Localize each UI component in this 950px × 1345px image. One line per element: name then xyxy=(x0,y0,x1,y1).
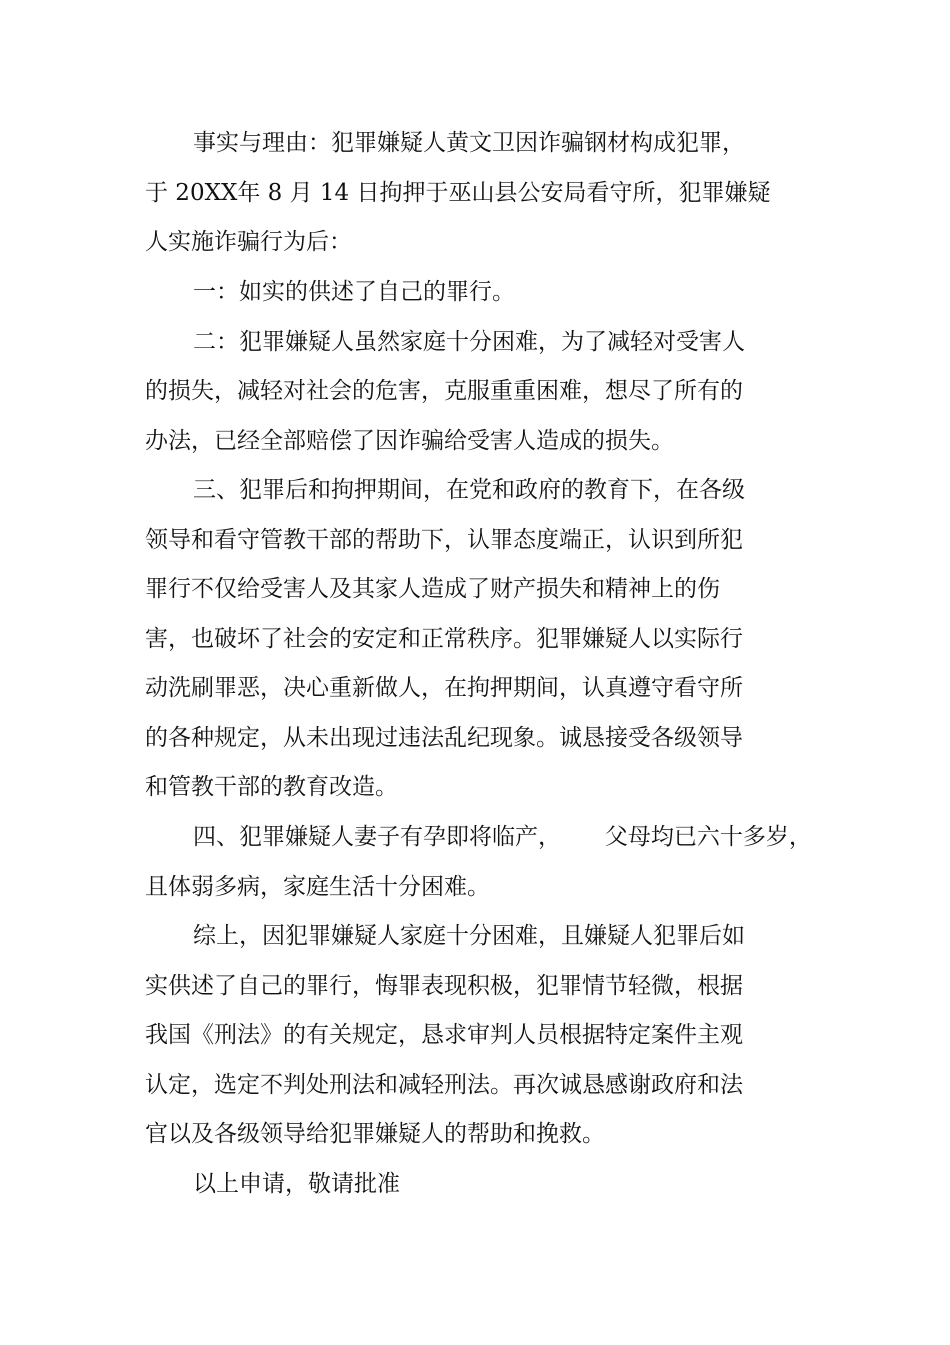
text-line: 三、犯罪后和拘押期间，在党和政府的教育下，在各级 xyxy=(193,477,745,503)
text-line: 动洗刷罪恶，决心重新做人，在拘押期间，认真遵守看守所 xyxy=(145,675,743,701)
text-line: 实供述了自己的罪行，悔罪表现积极，犯罪情节轻微，根据 xyxy=(145,973,743,999)
text-line: 四、犯罪嫌疑人妻子有孕即将临产， 父母均已六十多岁， xyxy=(193,824,812,850)
text-line: 办法，已经全部赔偿了因诈骗给受害人造成的损失。 xyxy=(145,428,674,454)
text-line: 我国《刑法》的有关规定，恳求审判人员根据特定案件主观 xyxy=(145,1022,743,1048)
text-line: 以上申请，敬请批准 xyxy=(193,1171,400,1197)
text-line: 人实施诈骗行为后： xyxy=(145,229,352,255)
text-line: 二：犯罪嫌疑人虽然家庭十分困难，为了减轻对受害人 xyxy=(193,329,745,355)
text-line: 且体弱多病，家庭生活十分困难。 xyxy=(145,874,490,900)
text-line: 综上，因犯罪嫌疑人家庭十分困难，且嫌疑人犯罪后如 xyxy=(193,923,745,949)
text-line: 的各种规定，从未出现过违法乱纪现象。诚恳接受各级领导 xyxy=(145,725,743,751)
text-line: 一：如实的供述了自己的罪行。 xyxy=(193,279,515,305)
text-line: 事实与理由：犯罪嫌疑人黄文卫因诈骗钢材构成犯罪， xyxy=(193,130,745,156)
text-line: 害，也破坏了社会的安定和正常秩序。犯罪嫌疑人以实际行 xyxy=(145,626,743,652)
text-line: 领导和看守管教干部的帮助下，认罪态度端正，认识到所犯 xyxy=(145,527,743,553)
text-line: 于 20XX年 8 月 14 日拘押于巫山县公安局看守所，犯罪嫌疑 xyxy=(145,180,771,206)
text-line: 官以及各级领导给犯罪嫌疑人的帮助和挽救。 xyxy=(145,1121,605,1147)
text-line: 的损失，减轻对社会的危害，克服重重困难，想尽了所有的 xyxy=(145,378,743,404)
text-line: 认定，选定不判处刑法和减轻刑法。再次诚恳感谢政府和法 xyxy=(145,1072,743,1098)
text-line: 和管教干部的教育改造。 xyxy=(145,774,398,800)
text-line: 罪行不仅给受害人及其家人造成了财产损失和精神上的伤 xyxy=(145,576,720,602)
